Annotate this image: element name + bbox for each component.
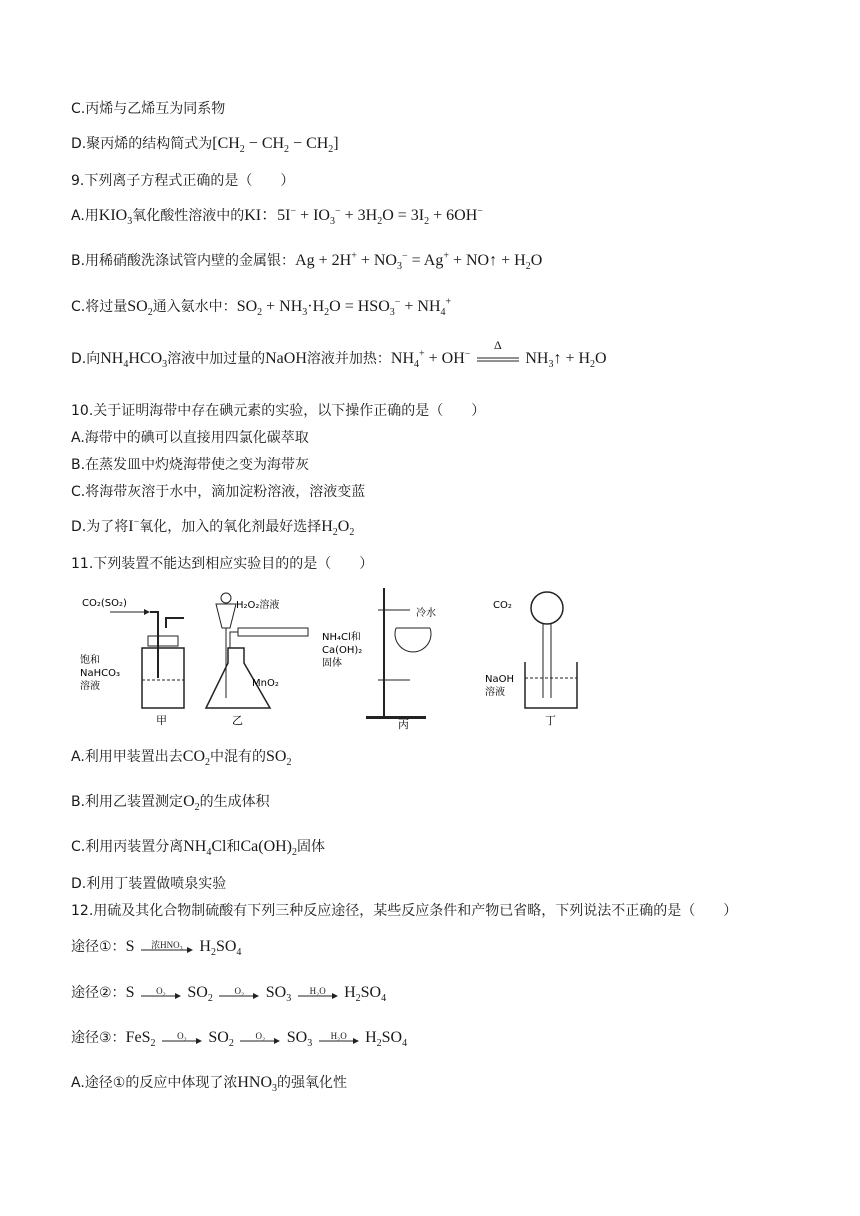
svg-text:Ca(OH)₂: Ca(OH)₂ [322,645,363,656]
q10-option-b: B.在蒸发皿中灼烧海带使之变为海带灰 [71,457,310,473]
q11-stem: 11.下列装置不能达到相应实验目的的是（ ） [71,556,374,572]
svg-text:冷水: 冷水 [416,608,436,619]
arrow-icon: O₂ [240,1029,280,1047]
arrow-icon: H₂O [319,1029,359,1047]
route-3: 途径③：FeS$_2$ O₂ $SO_2$ O₂ $SO_3$ H₂O $H_2SO_4$ [71,1029,408,1050]
q9-d-mid2: 溶液并加热： [306,351,391,367]
q11-c-prefix: C.利用丙装置分离 [71,839,184,855]
q12-option-a: A.途径①的反应中体现了浓$HNO_3$的强氧化性 [71,1074,348,1095]
arrow-icon: H₂O [298,984,338,1002]
svg-text:固体: 固体 [322,658,342,669]
arrow-icon: 浓HNO₃ [141,938,193,956]
q9-d-prefix: D.向 [71,351,101,367]
svg-text:MnO₂: MnO₂ [252,678,279,689]
heat-equals-sign [475,338,521,368]
q11-a-mid: 中混有的 [210,749,267,765]
q9-c-prefix: C.将过量 [71,299,128,315]
svg-text:CO₂: CO₂ [493,600,512,611]
q11-option-c: C.利用丙装置分离$NH_4Cl$和$Ca(OH)_2$固体 [71,838,326,859]
q12-stem: 12.用硫及其化合物制硫酸有下列三种反应途径，某些反应条件和产物已省略，下列说法不正确的是（ ） [71,903,738,919]
q8-option-d [71,135,339,156]
route-2: 途径②：S O₂ $SO_2$ O₂ $SO_3$ H₂O $H_2SO_4$ [71,984,387,1005]
q11-option-d: D.利用丁装置做喷泉实验 [71,876,227,892]
q8-option-c: C.丙烯与乙烯互为同系物 [71,101,226,117]
route-1: 途径①：S 浓HNO₃ $H_2SO_4$ [71,938,242,959]
apparatus-figures [80,588,580,731]
q9-option-c: C.将过量$SO_2$通入氨水中：$SO_2 + NH_3\cdot H_2O = HSO_3^- + NH_4^+$ [71,296,452,319]
q9-a-mid: 氧化酸性溶液中的 [132,208,245,224]
apparatus-bing [320,588,450,733]
q9-option-b: B.用稀硝酸洗涤试管内壁的金属银：$Ag + 2H^+ + NO_3^- = Ag^+$ + NO↑ + $H_2O$ [71,250,543,273]
q9-stem: 9.下列离子方程式正确的是（ ） [71,173,295,189]
svg-text:溶液: 溶液 [485,687,505,698]
q11-b-mid: 的生成体积 [199,794,270,810]
label-bing: 丙 [398,718,409,731]
q10-option-a: A.海带中的碘可以直接用四氯化碳萃取 [71,430,309,446]
q10-option-c: C.将海带灰溶于水中，滴加淀粉溶液，溶液变蓝 [71,484,366,500]
q11-option-b: B.利用乙装置测定$O_2$的生成体积 [71,793,270,814]
q11-c-mid: 和 [226,839,241,855]
polypropylene-formula: $[CH_2 - CH_2 - CH_2]$ [212,135,339,156]
arrow-icon: O₂ [141,984,181,1002]
svg-text:NH₄Cl和: NH₄Cl和 [322,632,361,643]
apparatus-yi [200,588,320,733]
label-jia: 甲 [156,714,167,727]
apparatus-jia [80,588,190,733]
svg-text:饱和: 饱和 [80,655,100,666]
delta-symbol: Δ [494,338,502,352]
route2-label: 途径②： [71,985,126,1001]
q9-option-d: D.向$NH_4HCO_3$溶液中加过量的NaOH溶液并加热：$NH_4^+ + OH^-$ Δ $NH_3↑ + H_2O$ [71,338,607,371]
q12-a-suffix: 的强氧化性 [277,1075,348,1091]
arrow-icon: O₂ [219,984,259,1002]
q10-stem: 10.关于证明海带中存在碘元素的实验，以下操作正确的是（ ） [71,403,486,419]
label-co2so2: CO₂(SO₂) [82,598,127,609]
route1-label: 途径①： [71,939,126,955]
svg-text:NaHCO₃: NaHCO₃ [80,668,120,679]
q11-a-prefix: A.利用甲装置出去 [71,749,183,765]
q9-a-prefix: A.用 [71,208,99,224]
q8-d-prefix: D.聚丙烯的结构简式为 [71,136,213,152]
label-yi: 乙 [232,714,243,727]
svg-text:NaOH: NaOH [485,674,514,685]
q11-b-prefix: B.利用乙装置测定 [71,794,184,810]
q11-option-a: A.利用甲装置出去$CO_2$中混有的$SO_2$ [71,748,292,769]
arrow-icon: O₂ [162,1029,202,1047]
q9-b-prefix: B.用稀硝酸洗涤试管内壁的金属银： [71,253,296,269]
q10-option-d: D.为了将I−氧化，加入的氧化剂最好选择$H_2O_2$ [71,516,355,539]
q11-c-suffix: 固体 [297,839,326,855]
q10-d-mid: 氧化，加入的氧化剂最好选择 [139,519,322,535]
route3-label: 途径③： [71,1030,126,1046]
apparatus-ding [485,588,580,733]
q9-c-mid: 通入氨水中： [152,299,237,315]
q9-d-mid1: 溶液中加过量的 [167,351,266,367]
svg-text:H₂O₂溶液: H₂O₂溶液 [236,600,280,611]
svg-text:溶液: 溶液 [80,681,100,692]
label-ding: 丁 [545,714,556,727]
q12-a-prefix: A.途径①的反应中体现了浓 [71,1075,238,1091]
q10-d-prefix: D.为了将 [71,519,129,535]
q9-option-a: A.用$KIO_3$氧化酸性溶液中的KI：$5I^- + IO_3^- + 3H_2O = 3I_2 + 6OH^-$ [71,205,483,228]
